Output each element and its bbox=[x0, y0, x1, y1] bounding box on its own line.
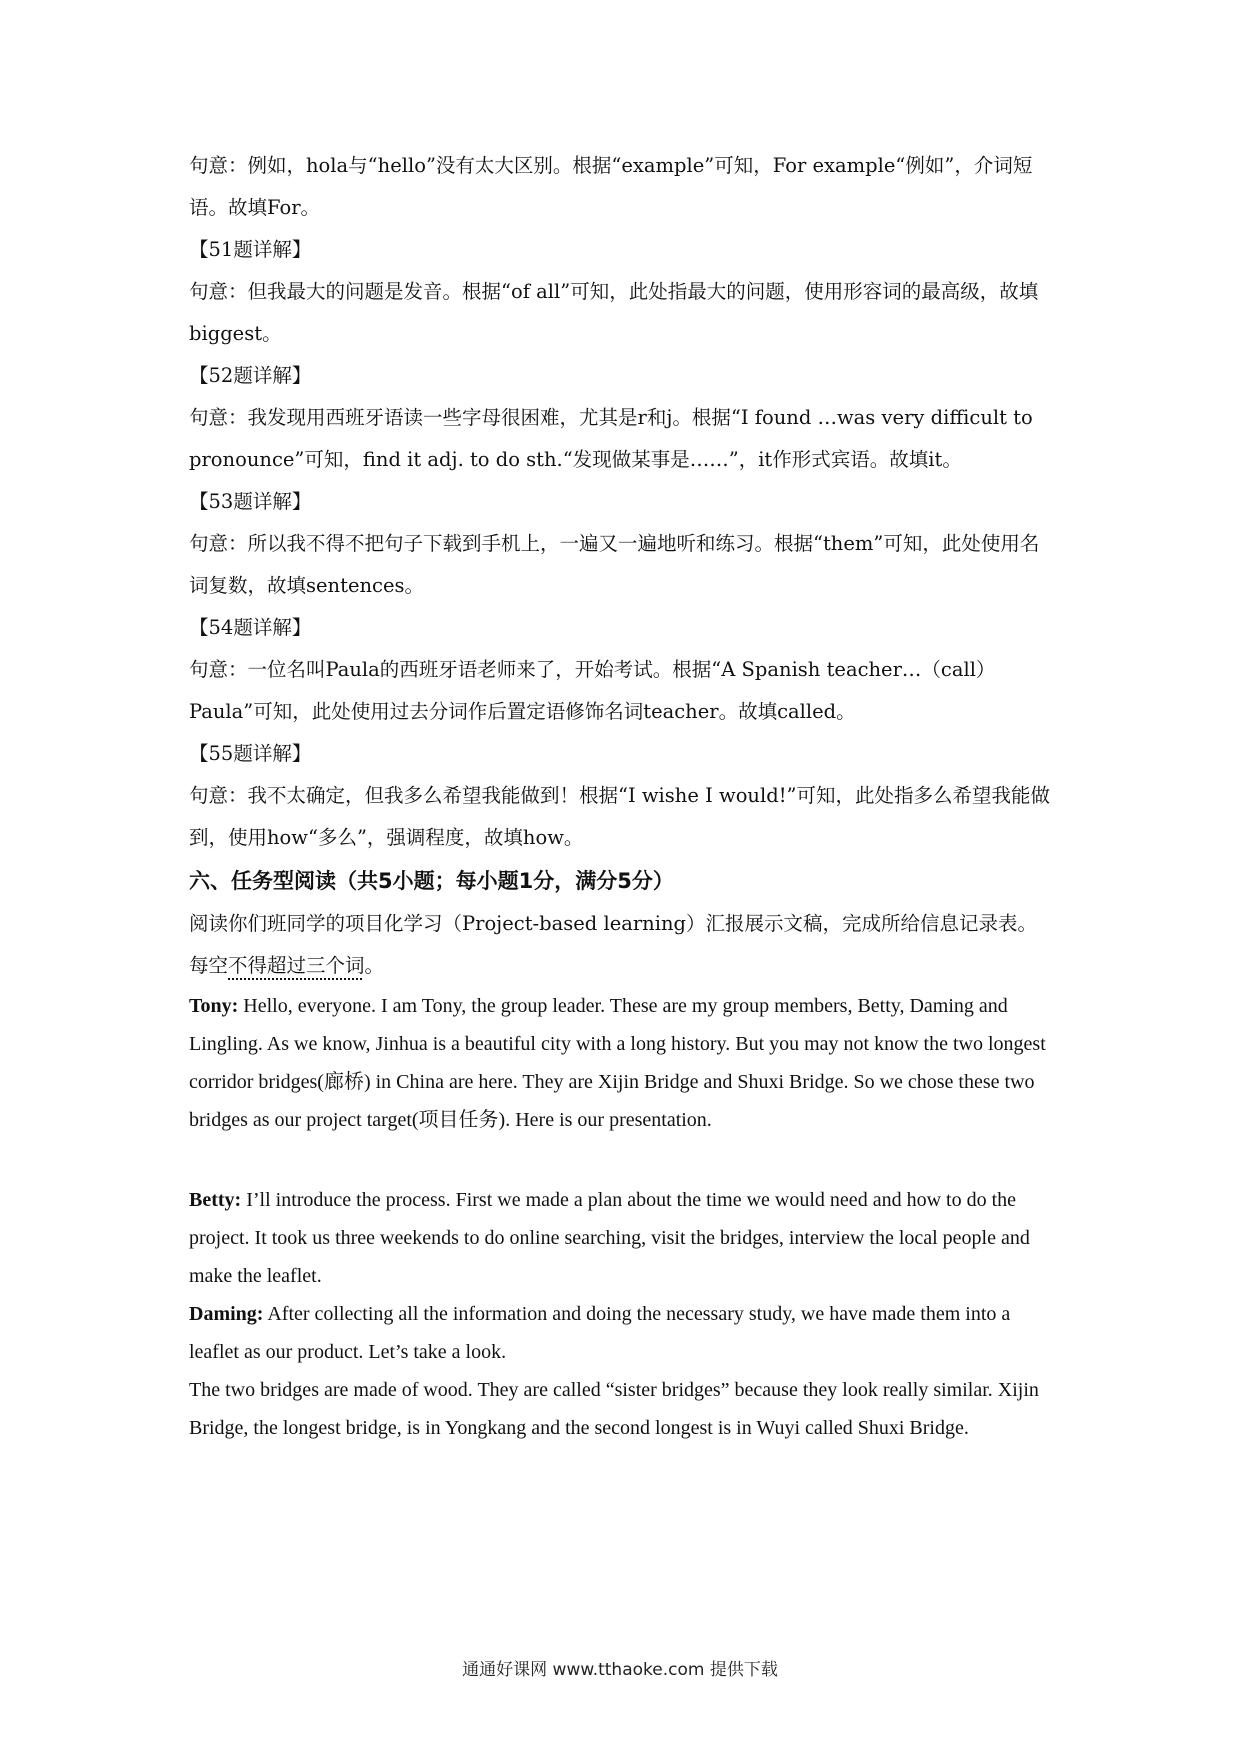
instruction-main: 阅读你们班同学的项目化学习（Project-based learning）汇报展示文稿，完成所给信息记录表。每空 bbox=[189, 912, 1038, 977]
question-heading-54: 【54题详解】 bbox=[189, 616, 312, 639]
question-heading-51: 【51题详解】 bbox=[189, 238, 312, 261]
answer-explanation-54: 句意：一位名叫Paula的西班牙语老师来了，开始考试。根据“A Spanish teacher…（call）Paula”可知，此处使用过去分词作后置定语修饰名词teacher。故填called。 bbox=[189, 658, 996, 723]
paragraph-text: After collecting all the information and doing the necessary study, we have made them into a leaflet as our product. Let’s take a look. bbox=[189, 1303, 1011, 1363]
answer-explanation-55: 句意：我不太确定，但我多么希望我能做到！根据“I wishe I would!”可知，此处指多么希望我能做到，使用how“多么”，强调程度，故填how。 bbox=[189, 784, 1051, 849]
paragraph-text: Hello, everyone. I am Tony, the group leader. These are my group members, Betty, Daming and Lingling. As we know, Jinhua is a beautiful city with a long history. But you may not know the two longest corridor bridges(廊桥) in China are here. They are Xijin Bridge and Shuxi Bridge. So we chose these two bridges as our project target(项目任务). Here is our presentation. bbox=[189, 995, 1046, 1131]
question-heading-52: 【52题详解】 bbox=[189, 364, 312, 387]
answer-explanation-52: 句意：我发现用西班牙语读一些字母很困难，尤其是r和j。根据“I found …was very difficult to pronounce”可知，find it adj. to do sth.“发现做某事是……”，it作形式宾语。故填it。 bbox=[189, 406, 1033, 471]
paragraph-text: I’ll introduce the process. First we made a plan about the time we would need and how to do the project. It took us three weekends to do online searching, visit the bridges, interview the local people and make the leaflet. bbox=[189, 1189, 1030, 1287]
passage-paragraph-bridges bbox=[189, 1371, 1055, 1447]
speaker-label: Betty: bbox=[189, 1189, 242, 1211]
paragraph-gap bbox=[189, 1139, 1055, 1181]
speaker-label: Daming: bbox=[189, 1303, 264, 1325]
answer-explanation-53: 句意：所以我不得不把句子下载到手机上，一遍又一遍地听和练习。根据“them”可知，此处使用名词复数，故填sentences。 bbox=[189, 532, 1040, 597]
question-heading-53: 【53题详解】 bbox=[189, 490, 312, 513]
document-page bbox=[189, 145, 1055, 1447]
answer-explanation-50: 句意：例如，hola与“hello”没有太大区别。根据“example”可知，For example“例如”，介词短语。故填For。 bbox=[189, 154, 1033, 219]
section-title: 六、任务型阅读（共5小题；每小题1分，满分5分） bbox=[189, 869, 674, 893]
section-instruction bbox=[189, 903, 1055, 987]
paragraph-text: The two bridges are made of wood. They are called “sister bridges” because they look really similar. Xijin Bridge, the longest bridge, is in Yongkang and the second longest is in Wuyi called Shuxi Bridge. bbox=[189, 1379, 1039, 1439]
answer-explanation-51: 句意：但我最大的问题是发音。根据“of all”可知，此处指最大的问题，使用形容词的最高级，故填biggest。 bbox=[189, 280, 1039, 345]
passage-paragraph-betty bbox=[189, 1181, 1055, 1295]
instruction-end: 。 bbox=[364, 954, 385, 977]
question-heading-55: 【55题详解】 bbox=[189, 742, 312, 765]
passage-paragraph-tony bbox=[189, 987, 1055, 1139]
passage-paragraph-daming bbox=[189, 1295, 1055, 1371]
instruction-emphasis: 不得超过三个词 bbox=[228, 954, 365, 977]
speaker-label: Tony: bbox=[189, 995, 239, 1017]
page-footer: 通通好课网 www.tthaoke.com 提供下载 bbox=[462, 1660, 778, 1680]
